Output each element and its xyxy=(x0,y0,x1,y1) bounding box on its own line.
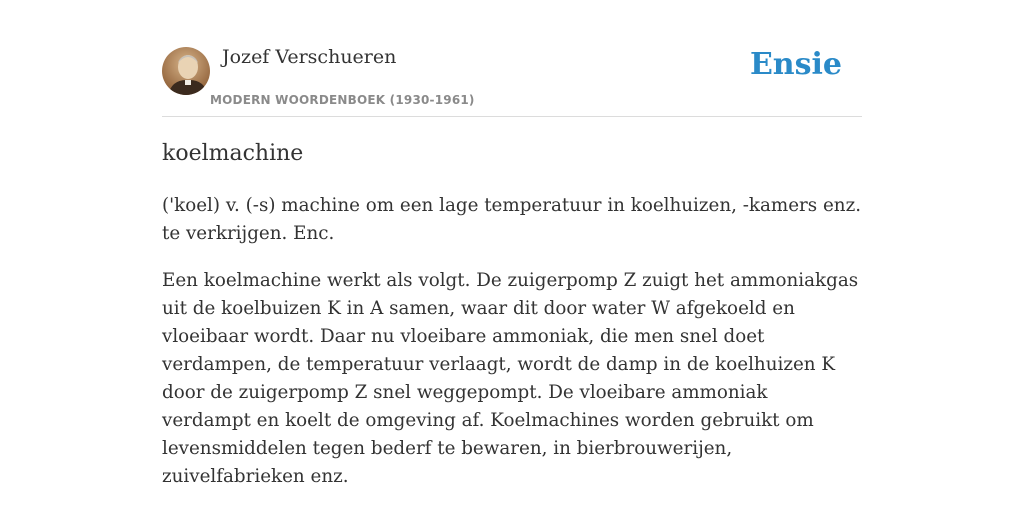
author-avatar[interactable] xyxy=(162,47,210,95)
author-name[interactable]: Jozef Verschueren xyxy=(222,46,397,68)
entry-title: koelmachine xyxy=(162,141,304,166)
entry-definition: ('koel) v. (-s) machine om een lage temperatuur in koelhuizen, -kamers enz. te verkrijgen. Enc. xyxy=(162,195,862,244)
source-label[interactable]: MODERN WOORDENBOEK (1930-1961) xyxy=(210,93,475,107)
entry-explanation: Een koelmachine werkt als volgt. De zuigerpomp Z zuigt het ammoniakgas uit de koelbuizen K in A samen, waar dit door water W afgekoeld en vloeibaar wordt. Daar nu vloeibare ammoniak, die men snel doet verdampen, de temperatuur verlaagt, wordt de damp in de koelhuizen K door de zuigerpomp Z snel weggepompt. De vloeibare ammoniak verdampt en koelt de omgeving af. Koelmachines worden gebruikt om levensmiddelen tegen bederf te bewaren, in bierbrouwerijen, zuivelfabrieken enz. xyxy=(162,270,859,487)
ensie-logo[interactable]: Ensie xyxy=(749,47,842,82)
author-portrait-icon xyxy=(162,47,210,95)
entry-header xyxy=(162,0,862,117)
entry-card xyxy=(162,0,862,512)
